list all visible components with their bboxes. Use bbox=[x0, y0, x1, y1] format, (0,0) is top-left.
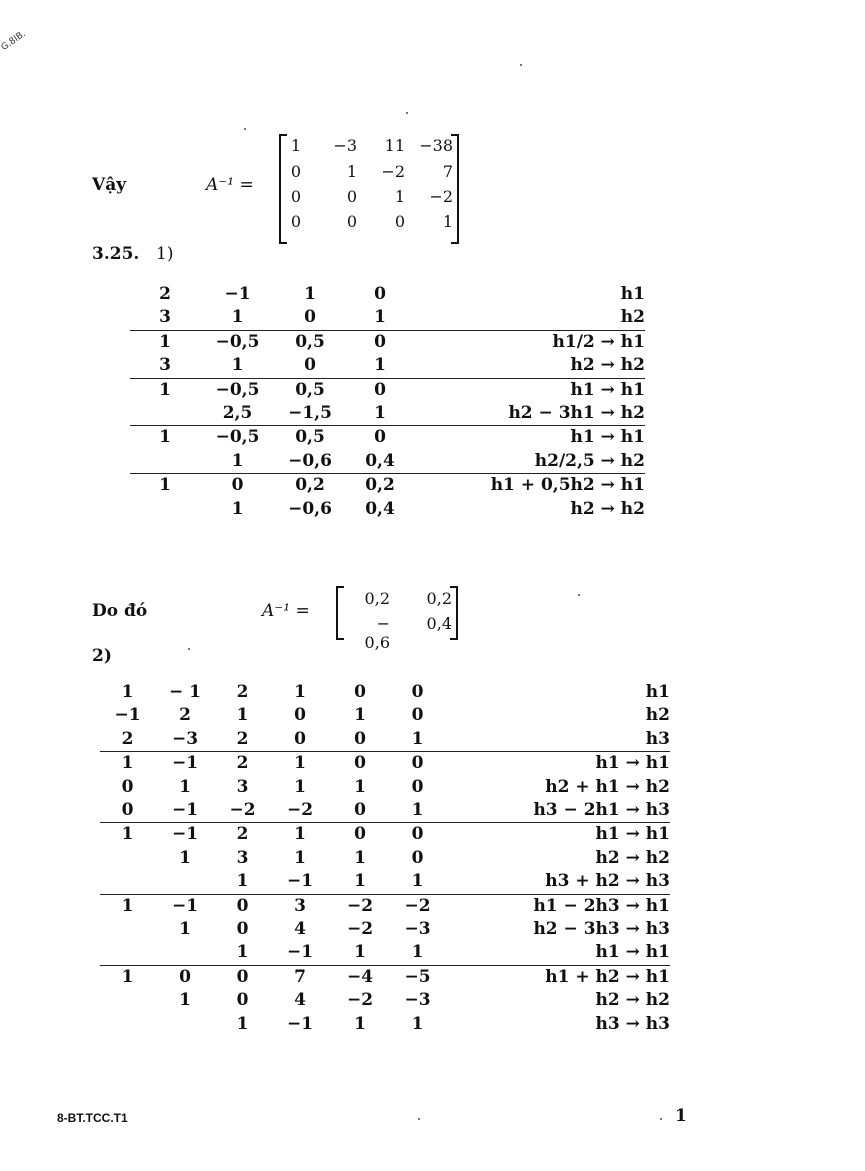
table-row bbox=[130, 450, 645, 474]
table-cell: 1 bbox=[236, 705, 249, 726]
row-operation: h2 bbox=[620, 307, 645, 328]
table-row bbox=[100, 965, 670, 989]
table-cell: 1 bbox=[236, 871, 249, 892]
table-cell: 0,2 bbox=[345, 474, 415, 498]
table-cell: 1 bbox=[231, 498, 244, 519]
table-cell: 0 bbox=[411, 705, 424, 726]
table-cell bbox=[100, 1013, 155, 1036]
table-cell: −2 bbox=[346, 919, 374, 940]
table-row bbox=[100, 728, 670, 752]
table-cell: −2 bbox=[330, 894, 390, 918]
table-cell: 0,5 bbox=[275, 426, 345, 450]
row-operation: h1 → h1 bbox=[445, 752, 670, 776]
part1-label: 1) bbox=[156, 244, 174, 264]
table-cell: 1 bbox=[354, 705, 366, 726]
table-cell: 0,4 bbox=[365, 450, 395, 471]
table-cell: 0 bbox=[236, 919, 249, 940]
table-cell: 0 bbox=[330, 823, 390, 847]
row-operation: h1 + h2 → h1 bbox=[445, 965, 670, 989]
table-cell: 1 bbox=[100, 823, 155, 847]
table-cell: 1 bbox=[354, 847, 366, 868]
table-cell: 2 bbox=[121, 728, 134, 749]
corner-mark: G.8IB. bbox=[0, 29, 28, 53]
table-cell: 3 bbox=[236, 776, 249, 797]
table-cell: 1 bbox=[100, 752, 155, 776]
table-cell: 0,5 bbox=[275, 330, 345, 354]
table-cell: 0,5 bbox=[275, 378, 345, 402]
table-cell: 0 bbox=[304, 307, 316, 328]
table-cell: 0 bbox=[411, 776, 424, 797]
row-operation: h2 bbox=[645, 705, 670, 726]
scan-speck bbox=[660, 1118, 662, 1120]
table-cell: −2 bbox=[346, 990, 374, 1011]
table-cell: 1 bbox=[236, 1013, 249, 1034]
matrix-cell: −2 bbox=[429, 187, 453, 206]
table-cell: −3 bbox=[171, 728, 199, 749]
matrix-cell: 0 bbox=[394, 212, 405, 231]
row-operation: h2 − 3h1 → h2 bbox=[508, 403, 645, 424]
table-row bbox=[100, 799, 670, 823]
table-row bbox=[100, 847, 670, 870]
matrix-cell: 0 bbox=[346, 212, 357, 231]
table-cell: 0 bbox=[121, 776, 134, 797]
table-cell: 1 bbox=[179, 776, 191, 797]
table-row bbox=[130, 330, 645, 354]
table-row bbox=[100, 823, 670, 847]
matrix-cell: 0 bbox=[290, 162, 301, 181]
table-cell: −1 bbox=[155, 752, 215, 776]
table-cell: −2 bbox=[286, 800, 314, 821]
table-cell: 0 bbox=[236, 990, 249, 1011]
table-cell: 1 bbox=[121, 682, 134, 702]
table-row bbox=[130, 498, 645, 521]
table-cell bbox=[100, 918, 155, 941]
inverse-matrix bbox=[279, 134, 459, 244]
table-cell: 0 bbox=[411, 682, 424, 702]
table-cell: 1 bbox=[304, 284, 316, 304]
row-operation: h3 → h3 bbox=[595, 1013, 670, 1034]
matrix-cell: 0,4 bbox=[426, 614, 452, 633]
matrix-cell: −3 bbox=[333, 136, 357, 155]
table-cell: 2 bbox=[159, 284, 171, 304]
matrix-cell: 0,2 bbox=[426, 589, 452, 608]
table-row bbox=[100, 704, 670, 727]
table-row bbox=[100, 681, 670, 704]
table-cell: 1 bbox=[130, 378, 200, 402]
table-cell: 1 bbox=[236, 942, 249, 963]
scan-speck bbox=[188, 648, 190, 650]
table-cell: −1 bbox=[155, 894, 215, 918]
table-cell: 1 bbox=[270, 752, 330, 776]
table-cell: 0 bbox=[345, 378, 415, 402]
table-cell: 0,4 bbox=[365, 498, 395, 519]
table-cell: −0,5 bbox=[200, 330, 275, 354]
scan-speck bbox=[406, 112, 408, 114]
row-operation: h2 − 3h3 → h3 bbox=[533, 919, 670, 940]
table-cell: −0,5 bbox=[200, 426, 275, 450]
row-operation: h3 bbox=[645, 728, 670, 749]
table-row bbox=[130, 426, 645, 450]
section-number: 3.25. bbox=[92, 244, 140, 264]
table-cell: −3 bbox=[404, 919, 431, 940]
table-cell: −5 bbox=[390, 965, 445, 989]
table-cell: 1 bbox=[411, 728, 424, 749]
row-operation: h1 bbox=[645, 682, 670, 702]
table-cell: 0 bbox=[294, 705, 306, 726]
table-cell: 2 bbox=[215, 752, 270, 776]
table-cell: −1 bbox=[286, 942, 314, 963]
table-cell: 0 bbox=[215, 894, 270, 918]
table-cell: −1 bbox=[114, 705, 141, 726]
table-row bbox=[100, 894, 670, 918]
table-cell: −0,6 bbox=[288, 498, 332, 519]
ainv-label: A⁻¹ = bbox=[206, 175, 254, 195]
table-cell: 3 bbox=[159, 355, 171, 376]
matrix-cell: − 0,6 bbox=[364, 614, 390, 652]
scan-speck bbox=[578, 594, 580, 596]
matrix-cell: 1 bbox=[442, 212, 453, 231]
table-cell: 0,2 bbox=[275, 474, 345, 498]
table-cell: 1 bbox=[270, 823, 330, 847]
table-cell: 3 bbox=[270, 894, 330, 918]
table-row bbox=[100, 918, 670, 941]
table-cell: 1 bbox=[354, 942, 366, 963]
table-row bbox=[100, 941, 670, 965]
table-cell: 1 bbox=[374, 403, 386, 424]
table-cell: 1 bbox=[411, 800, 424, 821]
table-cell: 1 bbox=[294, 776, 306, 797]
table-cell: 0 bbox=[294, 728, 306, 749]
table-cell: −1 bbox=[286, 871, 314, 892]
matrix-cell: 1 bbox=[346, 162, 357, 181]
table-cell: 0 bbox=[374, 284, 386, 304]
dodo-label: Do đó bbox=[92, 601, 148, 621]
table-cell: 1 bbox=[130, 474, 200, 498]
table-cell: 1 bbox=[411, 942, 424, 963]
table-cell: 1 bbox=[354, 776, 366, 797]
scan-speck bbox=[418, 1118, 420, 1120]
table-cell: −1,5 bbox=[288, 403, 332, 424]
row-operation: h2 + h1 → h2 bbox=[545, 776, 670, 797]
matrix-cell: 0 bbox=[290, 187, 301, 206]
row-operation: h1 + 0,5h2 → h1 bbox=[415, 474, 645, 498]
table-cell: 1 bbox=[100, 894, 155, 918]
table-row bbox=[130, 306, 645, 330]
table-row bbox=[100, 752, 670, 776]
table-cell: 0 bbox=[354, 728, 366, 749]
table-cell: 1 bbox=[411, 1013, 424, 1034]
table-cell bbox=[155, 870, 215, 894]
footer-code: 8-BT.TCC.T1 bbox=[57, 1111, 128, 1125]
table-cell: 1 bbox=[294, 682, 306, 702]
table-row bbox=[130, 378, 645, 402]
table-cell: 1 bbox=[179, 847, 191, 868]
table-cell: 0 bbox=[411, 847, 424, 868]
table-cell: 1 bbox=[231, 450, 244, 471]
scan-speck bbox=[244, 128, 246, 130]
table-cell: −1 bbox=[224, 284, 251, 304]
table-cell bbox=[130, 498, 200, 521]
row-operation: h1 bbox=[620, 284, 645, 304]
table-row bbox=[100, 1013, 670, 1036]
row-operation: h3 + h2 → h3 bbox=[545, 871, 670, 892]
table-cell: −4 bbox=[330, 965, 390, 989]
table-cell: 4 bbox=[294, 919, 306, 940]
result-matrix bbox=[336, 586, 458, 652]
table-cell: 2,5 bbox=[222, 403, 253, 424]
row-operation: h2/2,5 → h2 bbox=[534, 450, 645, 471]
table-cell bbox=[100, 870, 155, 894]
table-cell: −1 bbox=[171, 800, 199, 821]
matrix-cell: 0,2 bbox=[364, 589, 390, 608]
scan-speck bbox=[520, 64, 522, 66]
matrix-cell: 11 bbox=[384, 136, 405, 155]
table-cell: 0 bbox=[121, 800, 134, 821]
table-row bbox=[130, 474, 645, 498]
table-cell: − 1 bbox=[169, 682, 201, 702]
table-cell: 0 bbox=[354, 800, 366, 821]
table-cell: 0 bbox=[155, 965, 215, 989]
table-cell bbox=[130, 402, 200, 426]
table-cell: 1 bbox=[179, 919, 191, 940]
table-cell: 2 bbox=[179, 705, 191, 726]
matrix-cell: −2 bbox=[381, 162, 405, 181]
table-cell bbox=[155, 1013, 215, 1036]
table-cell: 0 bbox=[200, 474, 275, 498]
table-cell: 0 bbox=[330, 752, 390, 776]
table-cell bbox=[100, 847, 155, 870]
table-cell: −2 bbox=[229, 800, 256, 821]
table-cell: 1 bbox=[231, 307, 244, 328]
table-cell: 1 bbox=[179, 990, 191, 1011]
table-cell: −1 bbox=[155, 823, 215, 847]
vay-label: Vậy bbox=[92, 175, 127, 195]
row-operation: h1 → h1 bbox=[415, 426, 645, 450]
table-cell bbox=[130, 450, 200, 474]
part2-label: 2) bbox=[92, 646, 112, 666]
table-cell: 1 bbox=[411, 871, 424, 892]
table-cell: 2 bbox=[236, 728, 249, 749]
row-operation: h1 → h1 bbox=[595, 942, 670, 963]
part1-row-reduction-table bbox=[130, 283, 645, 521]
matrix-cell: 0 bbox=[290, 212, 301, 231]
matrix-cell: 1 bbox=[394, 187, 405, 206]
table-cell: 1 bbox=[231, 355, 244, 376]
row-operation: h1 → h1 bbox=[415, 378, 645, 402]
row-operation: h2 → h2 bbox=[595, 847, 670, 868]
table-cell: 0 bbox=[215, 965, 270, 989]
table-cell: 0 bbox=[390, 752, 445, 776]
table-cell: 1 bbox=[354, 871, 366, 892]
page-number: 1 bbox=[675, 1106, 687, 1126]
table-cell bbox=[100, 989, 155, 1012]
row-operation: h3 − 2h1 → h3 bbox=[533, 800, 670, 821]
table-cell: 0 bbox=[345, 426, 415, 450]
matrix-cell: 1 bbox=[290, 136, 301, 155]
table-cell bbox=[155, 941, 215, 965]
table-cell: −1 bbox=[286, 1013, 314, 1034]
dodo-ainv-label: A⁻¹ = bbox=[262, 601, 310, 621]
table-cell: 1 bbox=[374, 355, 386, 376]
table-cell: 1 bbox=[130, 330, 200, 354]
table-row bbox=[130, 283, 645, 306]
row-operation: h2 → h2 bbox=[570, 355, 645, 376]
row-operation: h2 → h2 bbox=[595, 990, 670, 1011]
table-cell: 2 bbox=[215, 823, 270, 847]
table-cell: 1 bbox=[294, 847, 306, 868]
table-cell: 1 bbox=[354, 1013, 366, 1034]
table-cell: 3 bbox=[159, 307, 171, 328]
table-cell: 3 bbox=[236, 847, 249, 868]
matrix-cell: 0 bbox=[346, 187, 357, 206]
table-row bbox=[130, 402, 645, 426]
table-cell: 7 bbox=[270, 965, 330, 989]
part2-row-reduction-table bbox=[100, 681, 670, 1036]
row-operation: h1 − 2h3 → h1 bbox=[445, 894, 670, 918]
table-cell bbox=[100, 941, 155, 965]
table-cell: 2 bbox=[236, 682, 249, 702]
row-operation: h1/2 → h1 bbox=[415, 330, 645, 354]
table-cell: −2 bbox=[390, 894, 445, 918]
row-operation: h1 → h1 bbox=[445, 823, 670, 847]
row-operation: h2 → h2 bbox=[570, 498, 645, 519]
table-cell: 0 bbox=[304, 355, 316, 376]
table-cell: 4 bbox=[294, 990, 306, 1011]
table-row bbox=[100, 776, 670, 799]
table-cell: 0 bbox=[390, 823, 445, 847]
table-cell: −3 bbox=[404, 990, 431, 1011]
table-row bbox=[130, 354, 645, 378]
table-cell: −0,6 bbox=[288, 450, 332, 471]
matrix-cell: −38 bbox=[419, 136, 453, 155]
table-row bbox=[100, 870, 670, 894]
table-cell: 1 bbox=[130, 426, 200, 450]
table-cell: 1 bbox=[374, 307, 386, 328]
matrix-cell: 7 bbox=[442, 162, 453, 181]
table-cell: −0,5 bbox=[200, 378, 275, 402]
table-row bbox=[100, 989, 670, 1012]
table-cell: 0 bbox=[345, 330, 415, 354]
table-cell: 1 bbox=[100, 965, 155, 989]
table-cell: 0 bbox=[354, 682, 366, 702]
